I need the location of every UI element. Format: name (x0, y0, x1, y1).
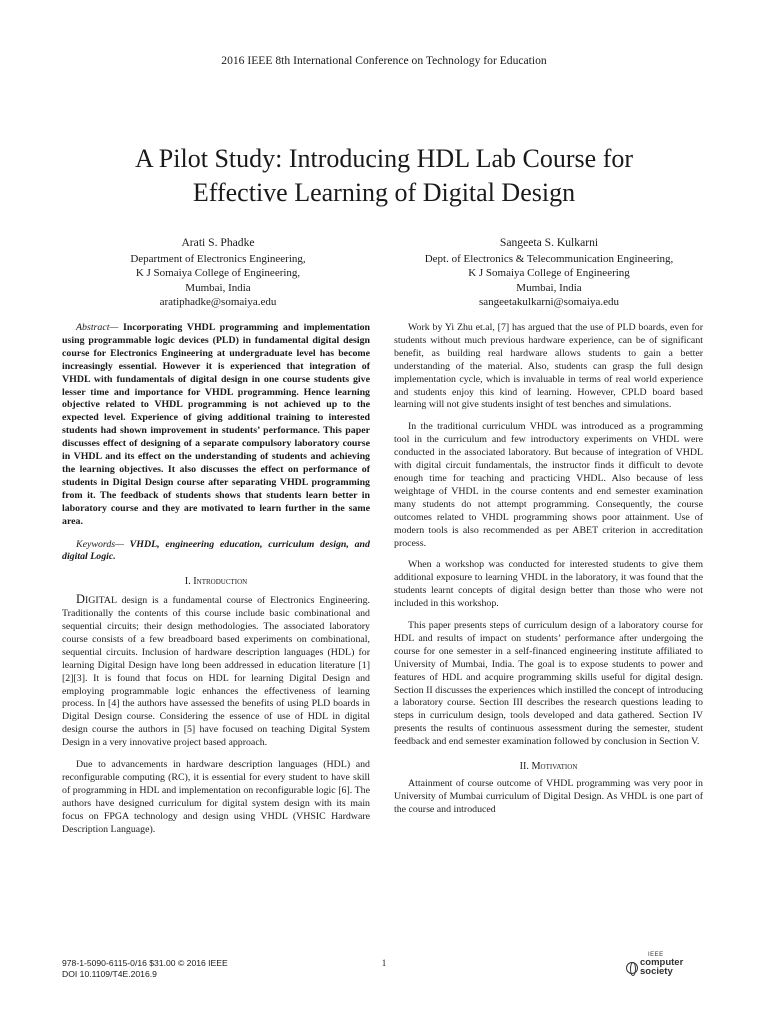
paper-title (0, 142, 768, 210)
section-title: Motivation (531, 761, 578, 773)
author-college: K J Somaiya College of Engineering, (135, 267, 301, 280)
author-name: Arati S. Phadke (181, 236, 255, 249)
footer-copyright (62, 958, 228, 980)
author-block-2 (396, 236, 702, 309)
page-number: 1 (381, 958, 387, 968)
keywords-lead: Keywords— (76, 538, 124, 550)
section-title: Introduction (193, 576, 248, 588)
author-city: Mumbai, India (185, 281, 251, 294)
section-number: II. (519, 761, 529, 773)
section-heading-introduction (62, 576, 370, 589)
right-column (394, 322, 703, 817)
keywords (62, 539, 370, 565)
author-block-1 (84, 236, 352, 309)
author-city: Mumbai, India (516, 281, 582, 294)
motivation-paragraph-1: Attainment of course outcome of VHDL programming was very poor in University of Mumbai curriculum of Digital Design. As VHDL is one part of the course and introduced (394, 778, 703, 815)
author-college: K J Somaiya College of Engineering (468, 267, 630, 280)
logo-line-1: computer (640, 957, 684, 968)
intro-paragraph-4: In the traditional curriculum VHDL was introduced as a programming tool in the curriculum and few introductory experiments on VHDL were conducted in the associated laboratory. But because of integration of VHDL with digital circuit fundamentals, the instructor finds it difficult to devote enough time for teaching and practicing VHDL. Also because of less weightage of VHDL in the course contents and end semester examination many students do not attempt programming. Consequently, the course outcomes related to VHDL programming shows poor attainment. Use of modern tools is also recommended as per ABET criterion in accreditation process. (394, 421, 703, 549)
abstract-lead: Abstract— (76, 322, 119, 333)
drop-cap: D (76, 592, 85, 607)
author-name: Sangeeta S. Kulkarni (499, 236, 599, 249)
author-email: sangeetakulkarni@somaiya.edu (479, 295, 619, 308)
title-line-1: A Pilot Study: Introducing HDL Lab Course for (134, 144, 634, 173)
footer-doi: DOI 10.1109/T4E.2016.9 (62, 969, 157, 979)
intro-paragraph-1 (62, 593, 370, 750)
keywords-text: VHDL, engineering education, curriculum design, and digital Logic. (62, 538, 370, 563)
intro-paragraph-2: Due to advancements in hardware description languages (HDL) and reconfigurable computing (RC), it is essential for every student to have skill of programming in HDL and implementation on reconfigurable logic [6]. The authors have designed curriculum for digital system design with its main focus on FPGA technology and design using VHDL (VHSIC Hardware Description Language). (62, 759, 370, 835)
logo-line-2: society (640, 966, 673, 977)
title-line-2: Effective Learning of Digital Design (192, 178, 576, 207)
paragraph-text: design is a fundamental course of Electronics Engineering. Traditionally the contents of this course include basic combinational and sequential circuits; their design methodologies. The associated laboratory course consists of a few breadboard based experiments on combinational, sequential circuits. Inclusion of hardware description languages (HDL) for learning Digital Design have long been addressed in education literature [1][2][3]. It is found that focus on HDL for learning Digital Design and employing programmable logic enhances the effectiveness of learning process. In [4] the authors have assessed the benefits of using PLD boards in Digital Design course. Considering the essence of use of HDL in digital design course the authors in [5] have focused on teaching Digital System Design in a very innovative project based approach. (62, 595, 370, 749)
footer-isbn: 978-1-5090-6115-0/16 $31.00 © 2016 IEEE (62, 958, 228, 968)
author-dept: Department of Electronics Engineering, (130, 253, 306, 266)
author-email: aratiphadke@somaiya.edu (159, 295, 277, 308)
intro-paragraph-3: Work by Yi Zhu et.al, [7] has argued that the use of PLD boards, even for students without much previous hardware experience, can be of significant benefit, as building real hardware allows students to gain a better understanding of the material. Also, students can grasp the full design implementation cycle, which is invaluable in terms of real world experience and students enjoy this kind of learning. However, CPLD board based learning will not give students insight of test benches and simulations. (394, 322, 703, 411)
intro-paragraph-5: When a workshop was conducted for interested students to give them additional exposure to learning VHDL in the laboratory, it was found that the students learnt concepts of digital design better than those who were not included in this workshop. (394, 559, 703, 610)
ieee-computer-society-logo (626, 952, 706, 978)
logo-ieee-text: IEEE (648, 952, 664, 958)
globe-icon (626, 962, 638, 974)
section-number: I. (184, 576, 191, 588)
abstract-text: Incorporating VHDL programming and implementation using programmable logic devices (PLD) in fundamental digital design course for Electronics Engineering at undergraduate level has become increasingly essential. However it is experienced that integration of VHDL with fundamentals of digital design in one course students give lesser time and importance for VHDL programming. Hence learning objective related to VHDL programming is not achieved up to the expected level. Experience of giving additional training to interested students had shown improvement in students’ performance. This paper discusses effect of designing of a separate compulsory laboratory course in VHDL and its effect on the understanding of students and achieving the learning objectives. It also discusses the effect on performance of students in Digital Design course after separating VHDL programming from it. The feedback of students shows that students learn better in laboratory course and they are motivated to learn further in the same area. (62, 322, 370, 527)
left-column (62, 322, 370, 837)
intro-paragraph-6: This paper presents steps of curriculum design of a laboratory course for HDL and results of impact on students’ performance after undergoing the course for one semester in a self-financed engineering institute affiliated to University of Mumbai, India. The goal is to expose students to power and features of HDL and acquire programming skills useful for digital design. Section II discusses the experiences which instilled the concept of introducing a laboratory course. Section III describes the research questions leading to steps in curriculum design, tools developed and data gathered. Section IV presents the results of continuous assessment during the semester, student feedback and end semester examination followed by conclusion in Section V. (394, 620, 703, 748)
author-dept: Dept. of Electronics & Telecommunication Engineering, (424, 253, 674, 266)
drop-cap-smallcaps: IGITAL (84, 595, 117, 607)
section-heading-motivation (394, 761, 703, 774)
conference-header: 2016 IEEE 8th International Conference on Technology for Education (221, 54, 547, 67)
logo-society-text (640, 958, 683, 976)
abstract (62, 322, 370, 529)
